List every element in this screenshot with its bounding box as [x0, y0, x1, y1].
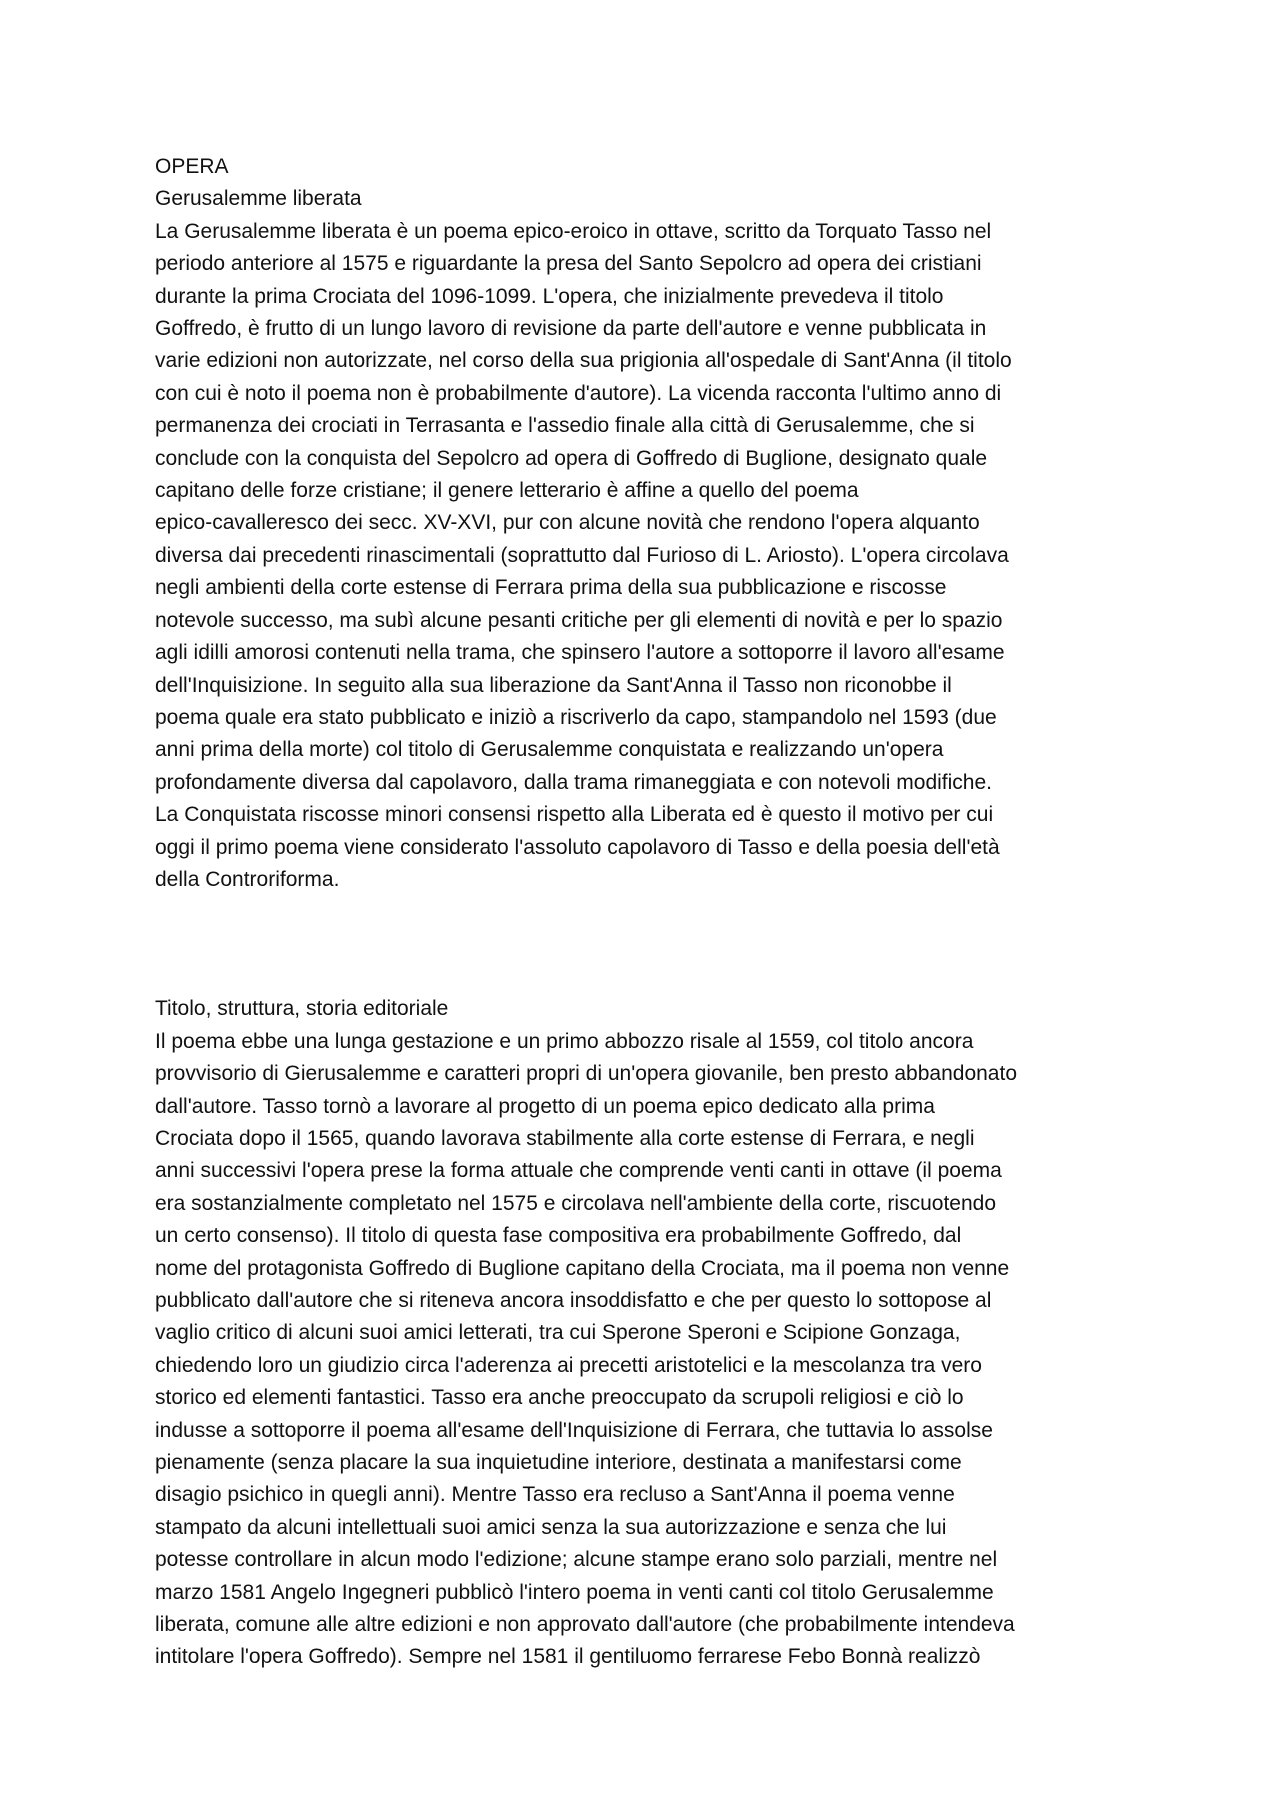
- section-title: Titolo, struttura, storia editoriale: [155, 997, 449, 1021]
- document-page: [155, 151, 1135, 1674]
- section-spacer: [155, 896, 1135, 993]
- paragraph-history: Il poema ebbe una lunga gestazione e un primo abbozzo risale al 1559, col titolo ancora provvisorio di Gierusalemme e caratteri propri di un'opera giovanile, ben presto abbandonato dall'autore. Tasso tornò a lavorare al progetto di un poema epico dedicato alla prima Crociata dopo il 1565, quando lavorava stabilmente alla corte estense di Ferrara, e negli anni successivi l'opera prese la forma attuale che comprende venti canti in ottave (il poema era sostanzialmente completato nel 1575 e circolava nell'ambiente della corte, riscuotendo un certo consenso). Il titolo di questa fase compositiva era probabilmente Goffredo, dal nome del protagonista Goffredo di Buglione capitano della Crociata, ma il poema non venne pubblicato dall'autore che si riteneva ancora insoddisfatto e che per questo lo sottopose al vaglio critico di alcuni suoi amici letterati, tra cui Sperone Speroni e Scipione Gonzaga, chiedendo loro un giudizio circa l'aderenza ai precetti aristotelici e la mescolanza tra vero storico ed elementi fantastici. Tasso era anche preoccupato da scrupoli religiosi e ciò lo indusse a sottoporre il poema all'esame dell'Inquisizione di Ferrara, che tuttavia lo assolse pienamente (senza placare la sua inquietudine interiore, destinata a manifestarsi come disagio psichico in quegli anni). Mentre Tasso era recluso a Sant'Anna il poema venne stampato da alcuni intellettuali suoi amici senza la sua autorizzazione e senza che lui potesse controllare in alcun modo l'edizione; alcune stampe erano solo parziali, mentre nel marzo 1581 Angelo Ingegneri pubblicò l'intero poema in venti canti col titolo Gerusalemme liberata, comune alle altre edizioni e non approvato dall'autore (che probabilmente intendeva intitolare l'opera Goffredo). Sempre nel 1581 il gentiluomo ferrarese Febo Bonnà realizzò: [155, 1029, 1018, 1669]
- document-heading: OPERA: [155, 155, 229, 178]
- paragraph-intro: La Gerusalemme liberata è un poema epico-eroico in ottave, scritto da Torquato Tasso nel periodo anteriore al 1575 e riguardante la presa del Santo Sepolcro ad opera dei cristiani durante la prima Crociata del 1096-1099. L'opera, che inizialmente prevedeva il titolo Goffredo, è frutto di un lungo lavoro di revisione da parte dell'autore e venne pubblicata in varie edizioni non autorizzate, nel corso della sua prigionia all'ospedale di Sant'Anna (il titolo con cui è noto il poema non è probabilmente d'autore). La vicenda racconta l'ultimo anno di permanenza dei crociati in Terrasanta e l'assedio finale alla città di Gerusalemme, che si conclude con la conquista del Sepolcro ad opera di Goffredo di Buglione, designato quale capitano delle forze cristiane; il genere letterario è affine a quello del poema epico-cavalleresco dei secc. XV-XVI, pur con alcune novità che rendono l'opera alquanto diversa dai precedenti rinascimentali (soprattutto dal Furioso di L. Ariosto). L'opera circolava negli ambienti della corte estense di Ferrara prima della sua pubblicazione e riscosse notevole successo, ma subì alcune pesanti critiche per gli elementi di novità e per lo spazio agli idilli amorosi contenuti nella trama, che spinsero l'autore a sottoporre il lavoro all'esame dell'Inquisizione. In seguito alla sua liberazione da Sant'Anna il Tasso non riconobbe il poema quale era stato pubblicato e iniziò a riscriverlo da capo, stampandolo nel 1593 (due anni prima della morte) col titolo di Gerusalemme conquistata e realizzando un'opera profondamente diversa dal capolavoro, dalla trama rimaneggiata e con notevoli modifiche. La Conquistata riscosse minori consensi rispetto alla Liberata ed è questo il motivo per cui oggi il primo poema viene considerato l'assoluto capolavoro di Tasso e della poesia dell'età della Controriforma.: [155, 219, 1012, 891]
- document-subheading: Gerusalemme liberata: [155, 187, 362, 211]
